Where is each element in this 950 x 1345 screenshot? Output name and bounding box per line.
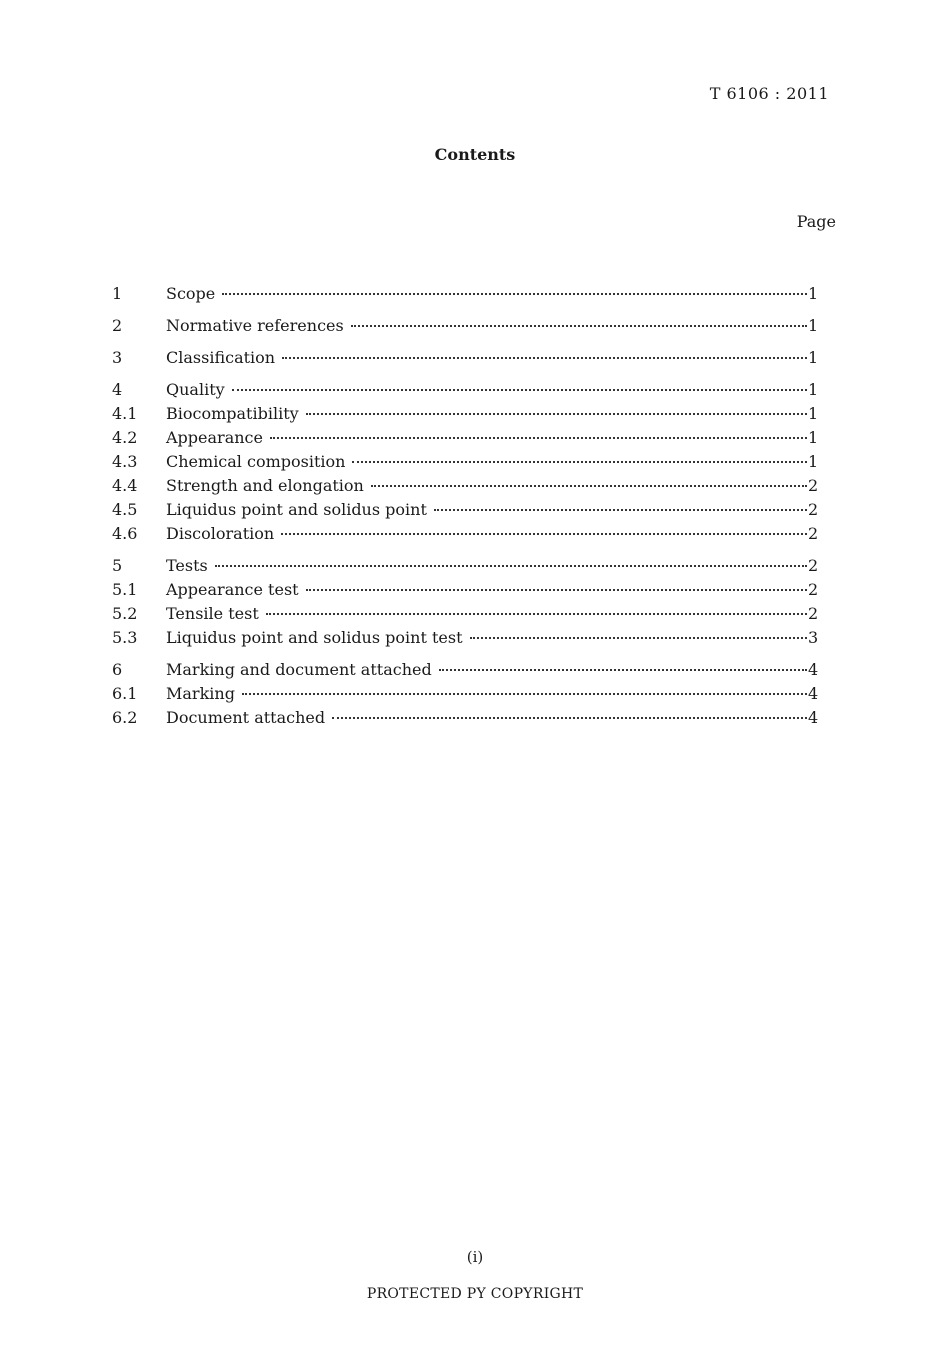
toc-entry[interactable] [112, 450, 818, 474]
toc-entry[interactable] [112, 626, 818, 650]
dot-leader [371, 485, 807, 487]
toc-entry[interactable] [112, 314, 818, 338]
dot-leader [351, 325, 807, 327]
toc-entry[interactable] [112, 402, 818, 426]
toc-entry[interactable] [112, 426, 818, 450]
toc-page: 2 [808, 604, 819, 623]
dot-leader [222, 293, 807, 295]
toc-number: 2 [112, 316, 123, 335]
dot-leader [306, 413, 807, 415]
toc-title: Tests [166, 556, 208, 575]
toc-number: 5.2 [112, 604, 138, 623]
toc-number: 4.6 [112, 524, 138, 543]
dot-leader [352, 461, 807, 463]
page-column-header: Page [796, 212, 836, 231]
toc-title: Quality [166, 380, 225, 399]
toc-title: Document attached [166, 708, 326, 727]
toc-title: Scope [166, 284, 216, 303]
dot-leader [282, 357, 807, 359]
toc-title: Normative references [166, 316, 344, 335]
toc-title: Appearance test [166, 580, 299, 599]
toc-entry[interactable] [112, 522, 818, 546]
toc-title: Chemical composition [166, 452, 346, 471]
toc-page: 2 [808, 500, 819, 519]
toc-entry[interactable] [112, 578, 818, 602]
dot-leader [232, 389, 807, 391]
page-number: (i) [466, 1248, 484, 1266]
dot-leader [332, 717, 807, 719]
dot-leader [281, 533, 807, 535]
toc-number: 5.1 [112, 580, 138, 599]
toc-page: 4 [808, 684, 819, 703]
toc-number: 4.3 [112, 452, 138, 471]
toc-number: 1 [112, 284, 123, 303]
contents-title: Contents [434, 145, 516, 164]
toc-title: Biocompatibility [166, 404, 299, 423]
dot-leader [434, 509, 807, 511]
dot-leader [470, 637, 807, 639]
toc-page: 4 [808, 660, 819, 679]
toc-title: Tensile test [166, 604, 259, 623]
toc-number: 4 [112, 380, 123, 399]
toc-page: 1 [808, 380, 819, 399]
dot-leader [270, 437, 807, 439]
dot-leader [215, 565, 807, 567]
toc-page: 2 [808, 524, 819, 543]
toc-number: 4.5 [112, 500, 138, 519]
dot-leader [266, 613, 807, 615]
toc-number: 3 [112, 348, 123, 367]
dot-leader [306, 589, 807, 591]
document-id: T 6106 : 2011 [709, 84, 829, 103]
copyright-notice: PROTECTED PY COPYRIGHT [366, 1286, 584, 1302]
toc-page: 1 [808, 348, 819, 367]
toc-page: 1 [808, 284, 819, 303]
toc-entry[interactable] [112, 346, 818, 370]
table-of-contents [112, 282, 818, 730]
toc-entry[interactable] [112, 658, 818, 682]
toc-page: 3 [808, 628, 819, 647]
toc-number: 4.4 [112, 476, 138, 495]
dot-leader [439, 669, 807, 671]
toc-title: Liquidus point and solidus point test [166, 628, 463, 647]
toc-title: Appearance [166, 428, 263, 447]
toc-page: 2 [808, 556, 819, 575]
toc-number: 4.1 [112, 404, 138, 423]
toc-title: Classification [166, 348, 276, 367]
toc-number: 6.1 [112, 684, 138, 703]
toc-entry[interactable] [112, 282, 818, 306]
toc-number: 6.2 [112, 708, 138, 727]
toc-number: 4.2 [112, 428, 138, 447]
toc-page: 2 [808, 476, 819, 495]
toc-entry[interactable] [112, 474, 818, 498]
toc-page: 1 [808, 316, 819, 335]
toc-entry[interactable] [112, 602, 818, 626]
toc-title: Liquidus point and solidus point [166, 500, 427, 519]
toc-title: Discoloration [166, 524, 275, 543]
toc-title: Marking [166, 684, 235, 703]
toc-title: Marking and document attached [166, 660, 432, 679]
toc-page: 4 [808, 708, 819, 727]
toc-number: 5.3 [112, 628, 138, 647]
toc-entry[interactable] [112, 378, 818, 402]
toc-entry[interactable] [112, 498, 818, 522]
toc-entry[interactable] [112, 682, 818, 706]
toc-page: 1 [808, 428, 819, 447]
dot-leader [242, 693, 807, 695]
toc-page: 2 [808, 580, 819, 599]
toc-title: Strength and elongation [166, 476, 364, 495]
toc-entry[interactable] [112, 706, 818, 730]
toc-page: 1 [808, 452, 819, 471]
toc-entry[interactable] [112, 554, 818, 578]
toc-page: 1 [808, 404, 819, 423]
toc-number: 5 [112, 556, 123, 575]
toc-number: 6 [112, 660, 123, 679]
